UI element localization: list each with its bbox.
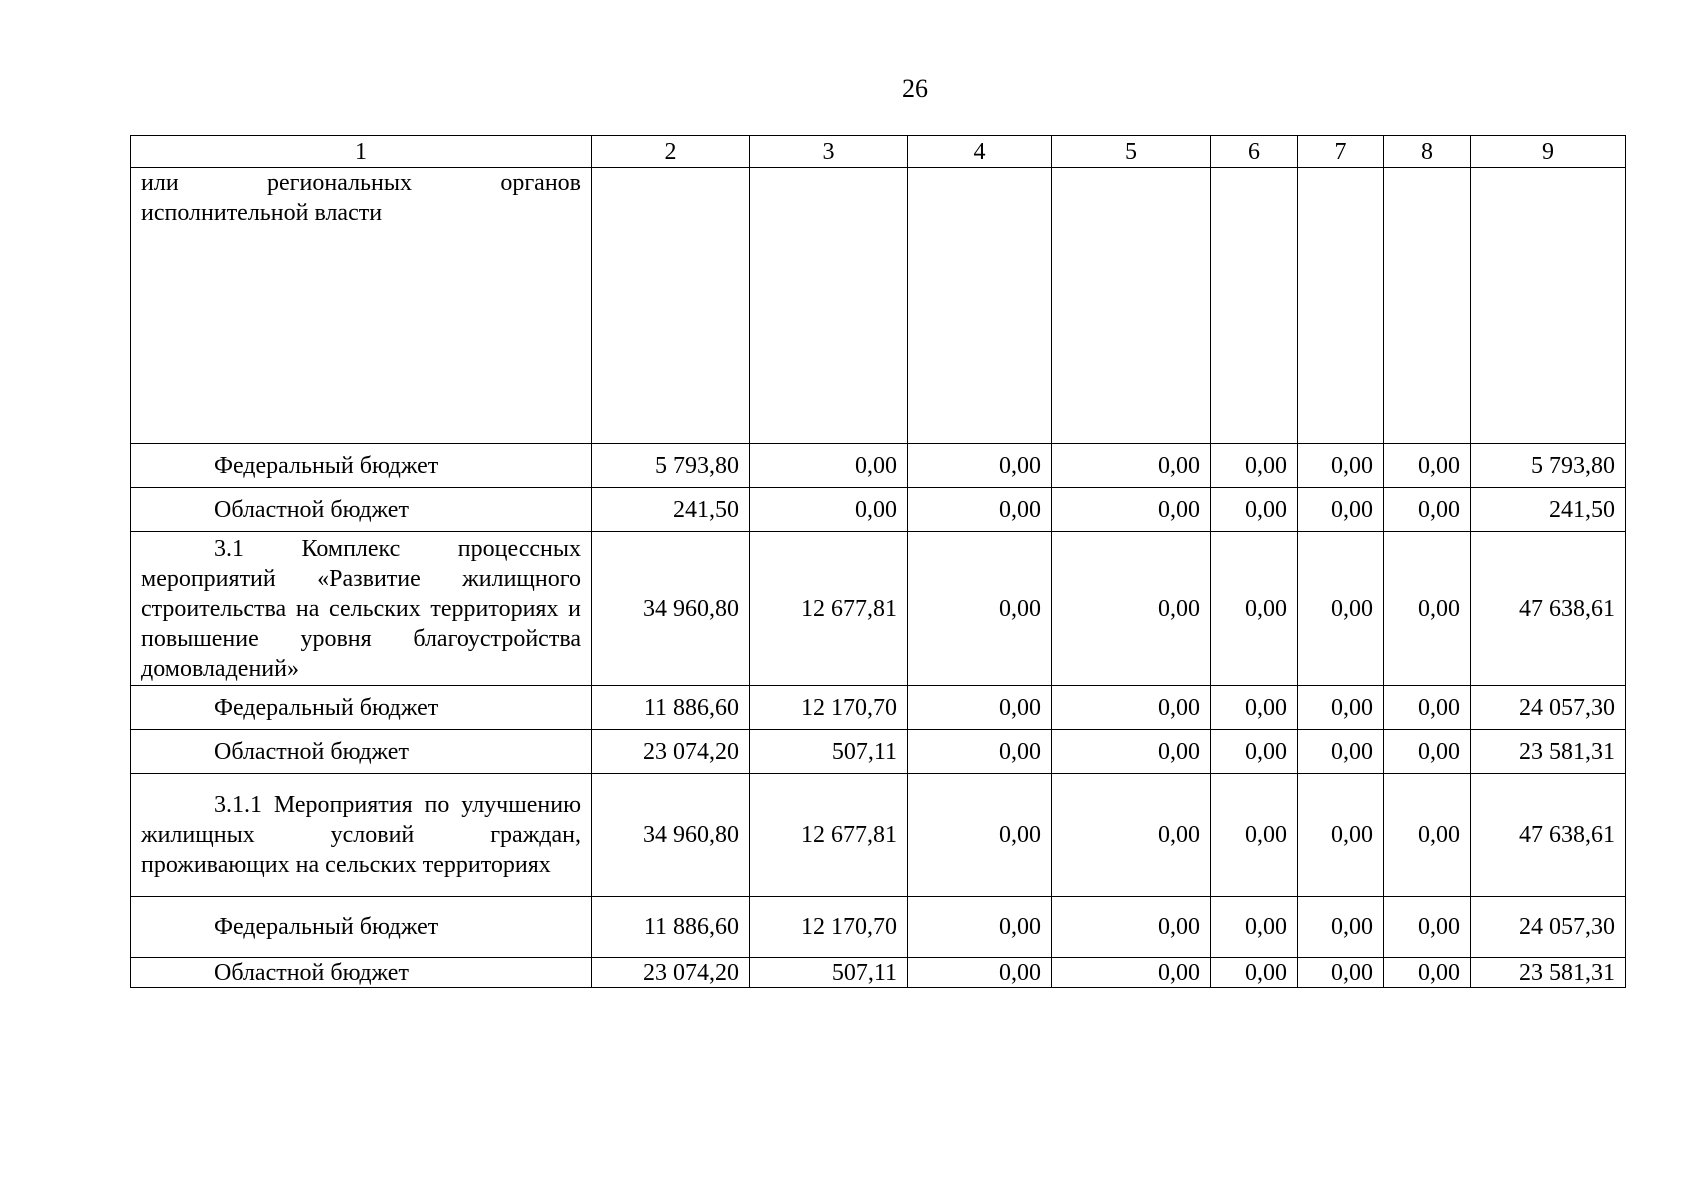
- value-cell: [592, 168, 750, 444]
- value-cell: 0,00: [1052, 444, 1211, 488]
- value-cell: 5 793,80: [592, 444, 750, 488]
- value-cell: [750, 168, 908, 444]
- value-cell: 0,00: [1211, 730, 1298, 774]
- column-header: 1: [131, 136, 592, 168]
- value-cell: 34 960,80: [592, 532, 750, 686]
- column-header: 9: [1471, 136, 1626, 168]
- column-header: 4: [908, 136, 1052, 168]
- value-cell: 0,00: [1052, 686, 1211, 730]
- value-cell: 0,00: [1384, 897, 1471, 958]
- value-cell: 0,00: [908, 488, 1052, 532]
- column-header: 7: [1298, 136, 1384, 168]
- value-cell: 0,00: [1384, 730, 1471, 774]
- value-cell: 0,00: [1298, 532, 1384, 686]
- value-cell: 0,00: [908, 532, 1052, 686]
- table-row: [131, 444, 1626, 488]
- row-label: Областной бюджет: [131, 958, 592, 988]
- value-cell: 507,11: [750, 958, 908, 988]
- value-cell: 47 638,61: [1471, 774, 1626, 897]
- value-cell: [908, 168, 1052, 444]
- table-row: [131, 897, 1626, 958]
- column-header: 8: [1384, 136, 1471, 168]
- value-cell: 0,00: [1052, 958, 1211, 988]
- value-cell: 0,00: [1052, 774, 1211, 897]
- column-header: 2: [592, 136, 750, 168]
- header-row: [131, 136, 1626, 168]
- value-cell: 0,00: [1211, 958, 1298, 988]
- value-cell: [1471, 168, 1626, 444]
- value-cell: 11 886,60: [592, 897, 750, 958]
- value-cell: 0,00: [1052, 897, 1211, 958]
- value-cell: 0,00: [908, 774, 1052, 897]
- row-label: Областной бюджет: [131, 488, 592, 532]
- value-cell: 23 581,31: [1471, 958, 1626, 988]
- value-cell: 47 638,61: [1471, 532, 1626, 686]
- value-cell: 5 793,80: [1471, 444, 1626, 488]
- value-cell: 24 057,30: [1471, 686, 1626, 730]
- row-label: или региональных органов исполнительной власти: [131, 168, 592, 444]
- value-cell: 11 886,60: [592, 686, 750, 730]
- value-cell: 507,11: [750, 730, 908, 774]
- value-cell: 0,00: [750, 488, 908, 532]
- page-number: 26: [902, 74, 928, 103]
- value-cell: 0,00: [1052, 730, 1211, 774]
- value-cell: 0,00: [1298, 488, 1384, 532]
- value-cell: 0,00: [1384, 532, 1471, 686]
- value-cell: 0,00: [1211, 897, 1298, 958]
- row-label: Федеральный бюджет: [131, 897, 592, 958]
- value-cell: 0,00: [908, 444, 1052, 488]
- value-cell: 0,00: [1298, 686, 1384, 730]
- value-cell: 0,00: [1298, 774, 1384, 897]
- value-cell: [1211, 168, 1298, 444]
- value-cell: 0,00: [1211, 774, 1298, 897]
- value-cell: 23 581,31: [1471, 730, 1626, 774]
- table-row: [131, 168, 1626, 444]
- value-cell: 0,00: [1384, 444, 1471, 488]
- value-cell: 0,00: [908, 958, 1052, 988]
- value-cell: 0,00: [1211, 488, 1298, 532]
- value-cell: 0,00: [1211, 444, 1298, 488]
- row-label: Федеральный бюджет: [131, 686, 592, 730]
- value-cell: 0,00: [1384, 488, 1471, 532]
- value-cell: [1052, 168, 1211, 444]
- value-cell: 0,00: [1211, 532, 1298, 686]
- value-cell: 0,00: [1384, 686, 1471, 730]
- value-cell: 241,50: [1471, 488, 1626, 532]
- value-cell: 12 677,81: [750, 532, 908, 686]
- value-cell: 0,00: [1052, 488, 1211, 532]
- value-cell: 12 170,70: [750, 686, 908, 730]
- value-cell: 12 170,70: [750, 897, 908, 958]
- table-row: [131, 774, 1626, 897]
- table-row: [131, 488, 1626, 532]
- value-cell: 241,50: [592, 488, 750, 532]
- value-cell: 0,00: [1298, 897, 1384, 958]
- value-cell: 24 057,30: [1471, 897, 1626, 958]
- value-cell: 0,00: [1052, 532, 1211, 686]
- row-label: 3.1 Комплекс процессных мероприятий «Развитие жилищного строительства на сельских территориях и повышение уровня благоустройства домовладений»: [131, 532, 592, 686]
- value-cell: 0,00: [1211, 686, 1298, 730]
- table-row: [131, 532, 1626, 686]
- value-cell: 0,00: [750, 444, 908, 488]
- value-cell: 0,00: [1384, 774, 1471, 897]
- column-header: 5: [1052, 136, 1211, 168]
- table-row: [131, 686, 1626, 730]
- value-cell: 0,00: [908, 730, 1052, 774]
- value-cell: 0,00: [908, 897, 1052, 958]
- value-cell: 23 074,20: [592, 730, 750, 774]
- column-header: 3: [750, 136, 908, 168]
- value-cell: [1384, 168, 1471, 444]
- table-row: [131, 958, 1626, 988]
- budget-table: [130, 135, 1626, 988]
- row-label: Областной бюджет: [131, 730, 592, 774]
- table-row: [131, 730, 1626, 774]
- value-cell: 34 960,80: [592, 774, 750, 897]
- row-label: 3.1.1 Мероприятия по улучшению жилищных условий граждан, проживающих на сельских территориях: [131, 774, 592, 897]
- value-cell: 0,00: [908, 686, 1052, 730]
- value-cell: 0,00: [1384, 958, 1471, 988]
- value-cell: 23 074,20: [592, 958, 750, 988]
- value-cell: 0,00: [1298, 730, 1384, 774]
- value-cell: 0,00: [1298, 444, 1384, 488]
- column-header: 6: [1211, 136, 1298, 168]
- value-cell: 0,00: [1298, 958, 1384, 988]
- row-label: Федеральный бюджет: [131, 444, 592, 488]
- value-cell: 12 677,81: [750, 774, 908, 897]
- value-cell: [1298, 168, 1384, 444]
